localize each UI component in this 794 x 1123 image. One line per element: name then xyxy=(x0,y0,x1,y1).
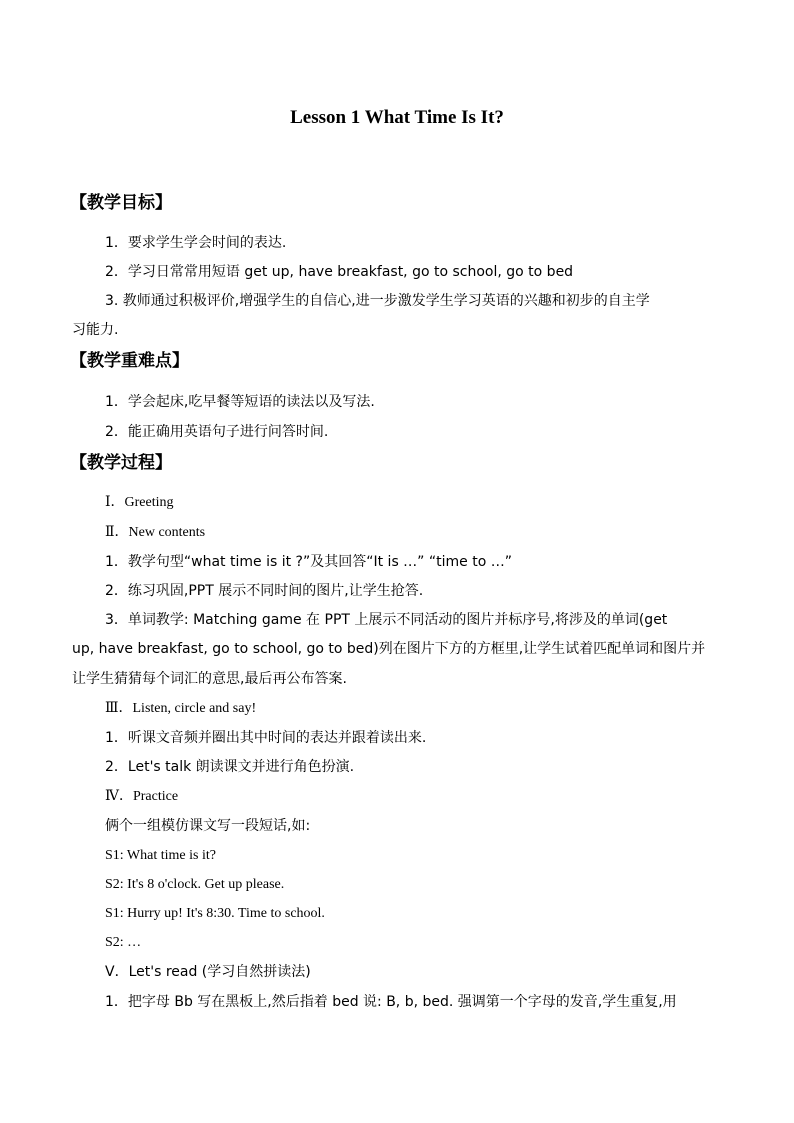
section-heading-goals: 【教学目标】 xyxy=(70,193,172,213)
goals-line-2: 2．学习日常常用短语 get up, have breakfast, go to school, go to bed xyxy=(105,264,574,280)
process-line-1: Ⅰ．Greeting xyxy=(105,495,174,510)
section-heading-key-points: 【教学重难点】 xyxy=(70,351,189,371)
process-line-7: 让学生猜猜每个词汇的意思,最后再公布答案. xyxy=(72,671,347,687)
process-line-11: Ⅳ．Practice xyxy=(105,789,179,804)
goals-line-1: 1．要求学生学会时间的表达. xyxy=(105,235,287,251)
process-line-9: 1．听课文音频并圈出其中时间的表达并跟着读出来. xyxy=(105,730,427,746)
section-heading-process: 【教学过程】 xyxy=(70,453,172,473)
process-line-17: Ⅴ．Let's read (学习自然拼读法) xyxy=(105,964,311,980)
process-line-14: S2: It's 8 o'clock. Get up please. xyxy=(105,877,285,892)
goals-line-4: 习能力. xyxy=(72,322,119,338)
process-line-5: 3．单词教学: Matching game 在 PPT 上展示不同活动的图片并标序号,将涉及的单词(get xyxy=(105,612,668,628)
process-line-12: 俩个一组模仿课文写一段短话,如: xyxy=(105,818,311,834)
process-line-6: up, have breakfast, go to school, go to bed)列在图片下方的方框里,让学生试着匹配单词和图片并 xyxy=(72,641,706,657)
key-points-line-1: 1．学会起床,吃早餐等短语的读法以及写法. xyxy=(105,394,375,410)
process-line-10: 2．Let's talk 朗读课文并进行角色扮演. xyxy=(105,759,355,775)
process-line-3: 1．教学句型“what time is it ?”及其回答“It is …” “time to …” xyxy=(105,554,512,570)
process-line-13: S1: What time is it? xyxy=(105,848,216,863)
process-line-16: S2: … xyxy=(105,935,142,950)
process-line-15: S1: Hurry up! It's 8:30. Time to school. xyxy=(105,906,325,921)
process-line-2: Ⅱ．New contents xyxy=(105,525,206,540)
goals-line-3: 3. 教师通过积极评价,增强学生的自信心,进一步激发学生学习英语的兴趣和初步的自主学 xyxy=(105,293,650,309)
process-line-4: 2．练习巩固,PPT 展示不同时间的图片,让学生抢答. xyxy=(105,583,424,599)
process-line-18: 1．把字母 Bb 写在黑板上,然后指着 bed 说: B, b, bed. 强调第一个字母的发音,学生重复,用 xyxy=(105,994,677,1010)
process-line-8: Ⅲ．Listen, circle and say! xyxy=(105,701,257,716)
lesson-title: Lesson 1 What Time Is It? xyxy=(290,107,504,128)
key-points-line-2: 2．能正确用英语句子进行问答时间. xyxy=(105,424,329,440)
